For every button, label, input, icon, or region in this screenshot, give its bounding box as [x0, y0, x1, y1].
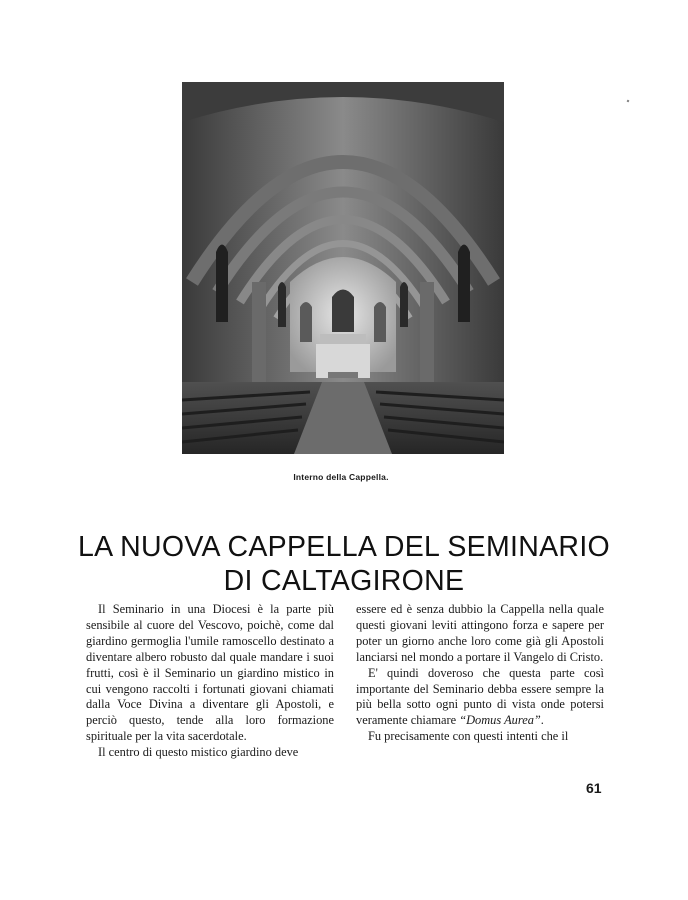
- domus-aurea-quote: “Domus Aurea”: [459, 713, 541, 728]
- page-number: 61: [586, 780, 602, 796]
- article-title: [70, 530, 618, 598]
- title-line-1: LA NUOVA CAPPELLA DEL SEMINARIO: [78, 531, 610, 563]
- print-speck: [627, 100, 630, 103]
- left-column: [86, 602, 334, 761]
- paragraph: Fu precisamente con questi intenti che il: [368, 729, 569, 744]
- paragraph-text: E' quindi doveroso che questa parte così importante del Seminario debba essere sempre la più bella sotto ogni punto di vista onde potersi veramente chiamare: [356, 665, 604, 728]
- right-column: [356, 602, 604, 745]
- paragraph: Il Seminario in una Diocesi è la parte più sensibile al cuore del Vescovo, poichè, come dal giardino germoglia l'umile ramoscello destinato a diventare albero robusto dal quale mandare i suoi frutti, così è il Seminario un giardino mistico in cui vengono raccolti i fortunati giovani chiamati dalla Voce Divina a diventare gli Apostoli, e perciò questo, tende alla loro formazione spirituale per la vita sacerdotale.: [86, 602, 334, 744]
- photo-caption: Interno della Cappella.: [293, 472, 389, 482]
- paragraph: essere ed è senza dubbio la Cappella nella quale questi giovani leviti attingono forza e sapere per poter un giorno anche loro come già gli Apostoli lanciarsi nel mondo a portare il Vangelo di Cristo.: [356, 602, 604, 664]
- paragraph: [356, 666, 604, 730]
- title-line-2: DI CALTAGIRONE: [223, 565, 465, 597]
- paragraph-end: .: [540, 713, 544, 728]
- paragraph: Il centro di questo mistico giardino deve: [98, 745, 299, 760]
- chapel-interior-photo: [182, 82, 504, 454]
